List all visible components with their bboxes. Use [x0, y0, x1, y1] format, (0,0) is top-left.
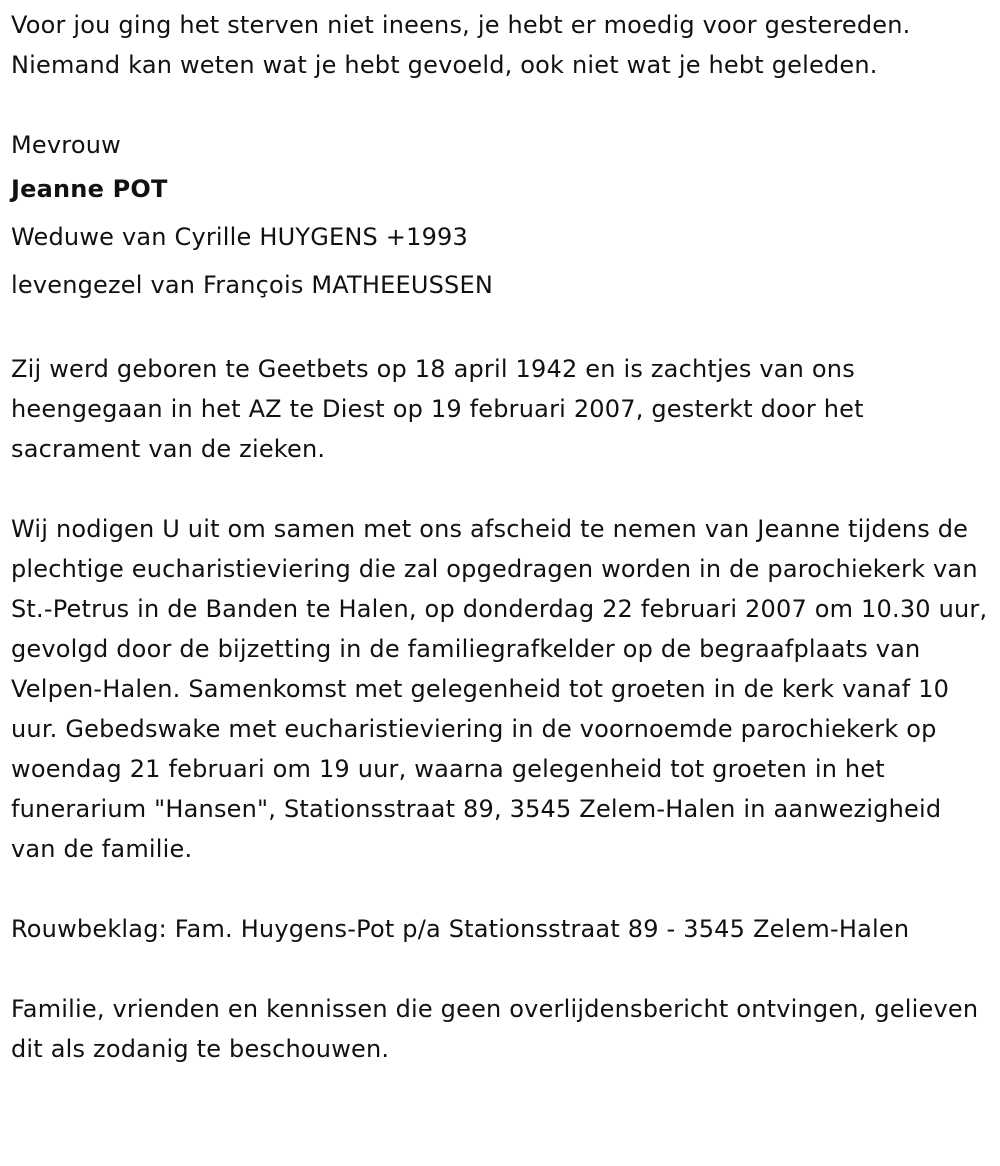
deceased-name: Jeanne POT: [11, 175, 168, 203]
widow-of-text: Weduwe van Cyrille HUYGENS +1993: [11, 223, 468, 251]
birth-death-text: Zij werd geboren te Geetbets op 18 april 1942 en is zachtjes van ons heengegaan in het AZ te Diest op 19 februari 2007, gesterkt door het sacrament van de zieken.: [11, 355, 864, 463]
closing-text: Familie, vrienden en kennissen die geen overlijdensbericht ontvingen, gelieven dit als zodanig te beschouwen.: [11, 995, 979, 1063]
poem-text: Voor jou ging het sterven niet ineens, je hebt er moedig voor gestereden. Niemand kan weten wat je hebt gevoeld, ook niet wat je hebt geleden.: [11, 11, 911, 79]
salutation: Mevrouw: [11, 131, 121, 159]
obituary-notice: [11, 5, 991, 1069]
partner-of-text: levengezel van François MATHEEUSSEN: [11, 271, 493, 299]
deceased-info: [11, 125, 991, 309]
condolences-text: Rouwbeklag: Fam. Huygens-Pot p/a Stationsstraat 89 - 3545 Zelem-Halen: [11, 915, 910, 943]
ceremony-text: Wij nodigen U uit om samen met ons afscheid te nemen van Jeanne tijdens de plechtige eucharistieviering die zal opgedragen worden in de parochiekerk van St.-Petrus in de Banden te Halen, op donderdag 22 februari 2007 om 10.30 uur, gevolgd door de bijzetting in de familiegrafkelder op de begraafplaats van Velpen-Halen. Samenkomst met gelegenheid tot groeten in de kerk vanaf 10 uur. Gebedswake met eucharistieviering in de voornoemde parochiekerk op woendag 21 februari om 19 uur, waarna gelegenheid tot groeten in het funerarium "Hansen", Stationsstraat 89, 3545 Zelem-Halen in aanwezigheid van de familie.: [11, 515, 988, 863]
